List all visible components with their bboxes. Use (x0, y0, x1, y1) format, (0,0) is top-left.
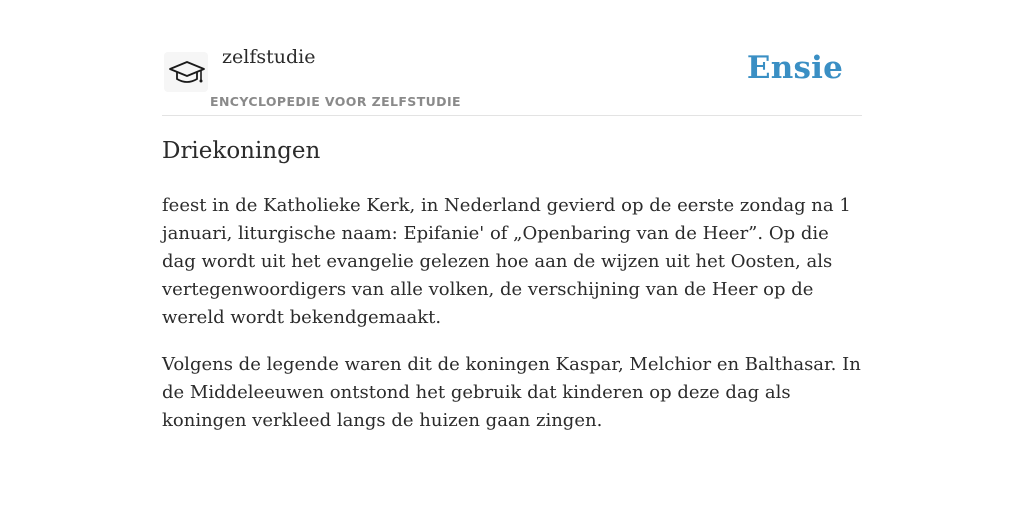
site-header (162, 40, 862, 116)
graduation-cap-icon[interactable] (164, 52, 208, 92)
article-paragraph: Volgens de legende waren dit de koningen Kaspar, Melchior en Balthasar. In de Middeleeuwen ontstond het gebruik dat kinderen op deze dag als koningen verkleed langs de huizen gaan zingen. (162, 354, 861, 431)
article-body (162, 192, 862, 454)
ensie-brand-link[interactable]: Ensie (746, 50, 843, 86)
article-title: Driekoningen (162, 138, 321, 164)
site-name-link[interactable]: zelfstudie (222, 46, 316, 68)
article-paragraph: feest in de Katholieke Kerk, in Nederland gevierd op de eerste zondag na 1 januari, liturgische naam: Epifanie' of „Openbaring van de Heer”. Op die dag wordt uit het evangelie gelezen hoe aan de wijzen uit het Oosten, als vertegenwoordigers van alle volken, de verschijning van de Heer op de wereld wordt bekendgemaakt. (162, 195, 851, 328)
site-tagline: ENCYCLOPEDIE VOOR ZELFSTUDIE (210, 94, 461, 109)
